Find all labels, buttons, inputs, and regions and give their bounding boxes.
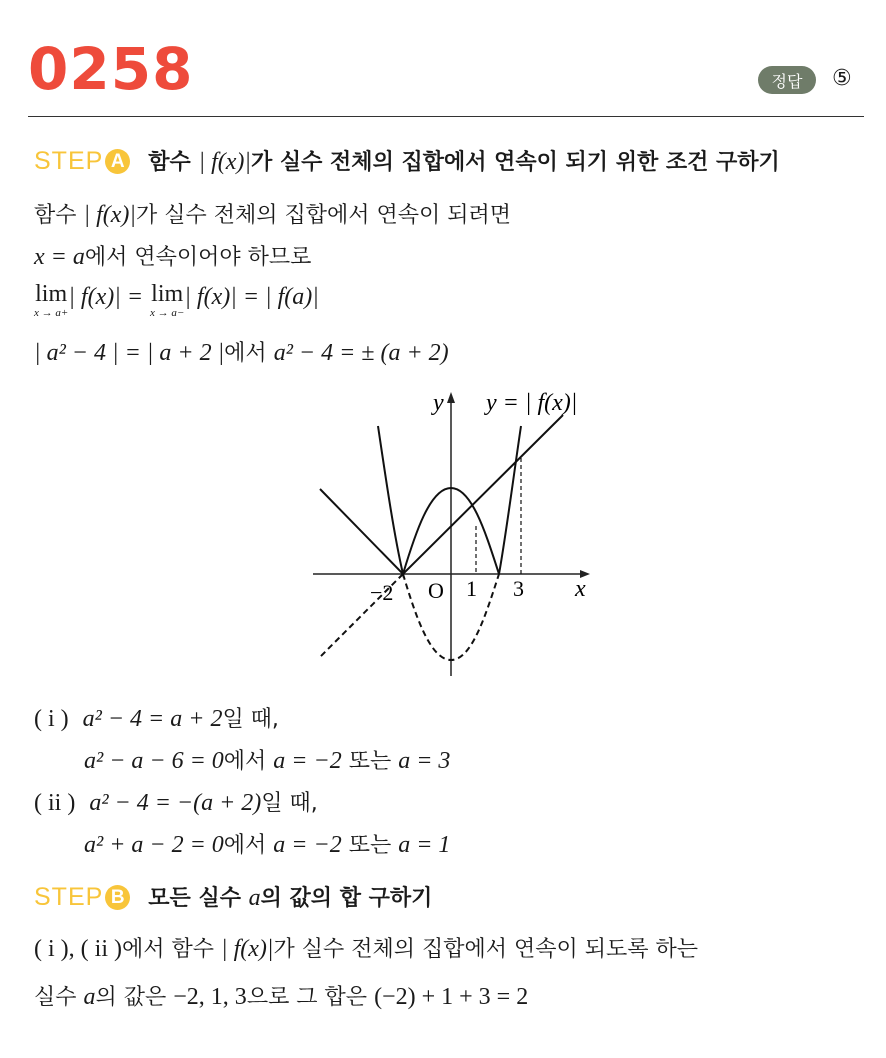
step-a-letter: A [105,149,130,174]
text: 의 값은 [95,985,167,1010]
case-1 [34,704,279,735]
math: a² + a − 2 = 0 [84,832,224,858]
math: a² − 4 = −(a + 2) [89,790,262,816]
math: a = 1 [398,832,451,858]
math: a [83,984,96,1010]
step-b-title-math: a [248,885,261,911]
x-axis-label: x [575,576,586,602]
text: 실수 [34,985,77,1010]
math: −2, 1, 3 [173,984,247,1010]
answer-value: ⑤ [832,66,852,91]
tick-label-3: 3 [513,576,524,601]
step-b-title [148,886,432,911]
case-1-solution [84,746,450,777]
step-a-title-post: 가 실수 전체의 집합에서 연속이 되기 위한 조건 구하기 [250,150,780,175]
lim-subscript: x → a+ [34,307,69,319]
case-label: ( ii ) [34,790,76,816]
curve-label: y = | f(x)| [486,390,578,416]
step-b-line-2 [34,982,528,1013]
math: a² − 4 = a + 2 [82,706,223,732]
math: | f(x)| [221,936,274,962]
math: x = a [34,244,85,270]
step-b-heading [34,882,432,914]
step-a-heading [34,146,780,178]
text: 함수 [34,203,77,228]
math: a = 3 [398,748,451,774]
step-a-line-1 [34,200,511,231]
lim-text: lim [151,281,184,307]
abs-f-curve [378,426,521,574]
math: | f(x)| = | f(a)| [184,284,319,310]
step-a-line-2 [34,242,311,273]
step-a-title-math: | f(x)| [198,149,251,175]
text: 가 실수 전체의 집합에서 연속이 되려면 [136,203,512,228]
math: | f(x)| = [68,284,144,310]
tick-label-1: 1 [466,576,477,601]
y-axis-arrow [447,392,455,403]
text: 또는 [348,749,392,774]
problem-number: 0258 [28,35,194,103]
math: a = −2 [273,748,342,774]
text: 에서 [224,341,267,366]
text: 에서 함수 [121,937,214,962]
text: 일 때, [261,791,318,816]
limit-right [34,282,68,319]
limit-left [150,282,184,319]
y-axis-label: y [433,390,444,416]
step-a-label: STEP [34,147,104,175]
text: 가 실수 전체의 집합에서 연속이 되도록 하는 [273,937,698,962]
text: 에서 [223,749,267,774]
step-a-title [148,150,780,175]
step-b-label: STEP [34,883,104,911]
math: | a² − 4 | = | a + 2 | [34,340,225,366]
answer-badge: 정답 [758,66,816,94]
lim-subscript: x → a− [150,307,185,319]
origin-label: O [428,578,444,603]
case-2 [34,788,318,819]
math: a = −2 [273,832,342,858]
text: 에서 연속이어야 하므로 [84,245,312,270]
math: | f(x)| [83,202,137,228]
function-graph [300,380,620,680]
lim-text: lim [35,281,68,307]
text: 또는 [348,833,392,858]
case-2-solution [84,830,450,861]
math: a² − 4 = ± (a + 2) [273,340,449,366]
case-label: ( i ) [34,706,69,732]
step-b-letter: B [105,885,130,910]
step-b-line-1 [34,934,698,965]
text: 에서 [223,833,267,858]
step-a-line-4 [34,338,449,369]
step-b-title-post: 의 값의 합 구하기 [260,886,433,911]
step-a-line-3 [34,282,319,319]
math: a² − a − 6 = 0 [84,748,224,774]
step-b-title-pre: 모든 실수 [148,886,241,911]
math: ( i ), ( ii ) [34,936,122,962]
tick-label-neg2: −2 [370,580,394,605]
abs-line [320,415,563,574]
header-divider [28,116,864,117]
text: 일 때, [222,707,279,732]
text: 으로 그 합은 [246,985,368,1010]
step-a-title-pre: 함수 [148,150,191,175]
math: (−2) + 1 + 3 = 2 [374,984,529,1010]
